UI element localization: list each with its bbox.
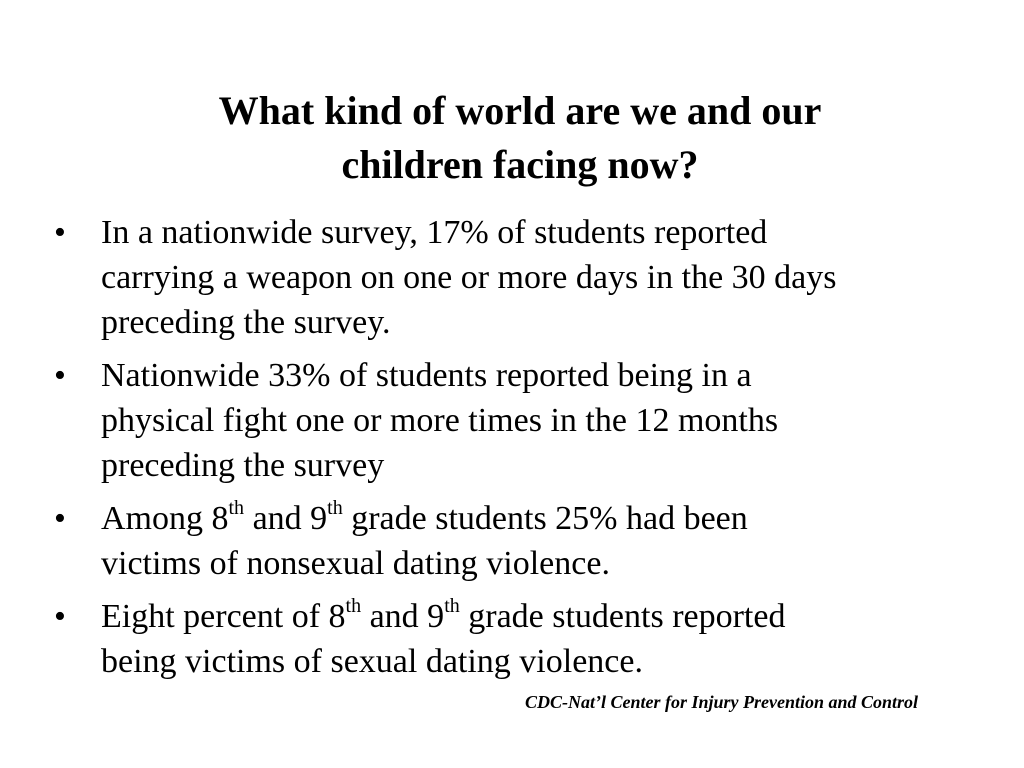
bullet-item (54, 496, 984, 586)
title-line: What kind of world are we and our (218, 88, 822, 133)
bullet-text-line (101, 594, 984, 639)
bullet-marker: • (54, 598, 66, 635)
bullet-list (54, 210, 984, 692)
bullet-text-line: carrying a weapon on one or more days in the 30 days (101, 259, 837, 296)
ordinal-superscript: th (228, 496, 245, 519)
bullet-marker: • (54, 357, 66, 394)
bullet-marker: • (54, 214, 66, 251)
source-citation: CDC-Nat’l Center for Injury Prevention and Control (524, 692, 918, 712)
bullet-text-segment: Eight percent of 8 (101, 598, 346, 635)
slide-title (120, 84, 920, 192)
bullet-item (54, 353, 984, 488)
bullet-text-line: In a nationwide survey, 17% of students reported (101, 214, 768, 251)
bullet-text-segment: grade students reported (459, 598, 786, 635)
bullet-item (54, 594, 984, 684)
bullet-text-line: Nationwide 33% of students reported being in a (101, 357, 752, 394)
bullet-text-segment: Among 8 (101, 500, 229, 537)
bullet-text-line: physical fight one or more times in the 12 months (101, 402, 779, 439)
bullet-text-line: preceding the survey. (101, 304, 391, 341)
bullet-text-segment: grade students 25% had been (342, 500, 748, 537)
ordinal-superscript: th (444, 594, 460, 617)
bullet-item (54, 210, 984, 345)
ordinal-superscript: th (327, 496, 343, 519)
title-line: children facing now? (341, 142, 699, 187)
bullet-marker: • (54, 500, 66, 537)
bullet-text-segment: and 9 (361, 598, 445, 635)
bullet-text-line (101, 496, 984, 541)
ordinal-superscript: th (345, 594, 362, 617)
bullet-text-segment: and 9 (244, 500, 328, 537)
bullet-text-line: preceding the survey (101, 447, 385, 484)
bullet-text-line: victims of nonsexual dating violence. (101, 545, 610, 582)
bullet-text-line: being victims of sexual dating violence. (101, 643, 643, 680)
